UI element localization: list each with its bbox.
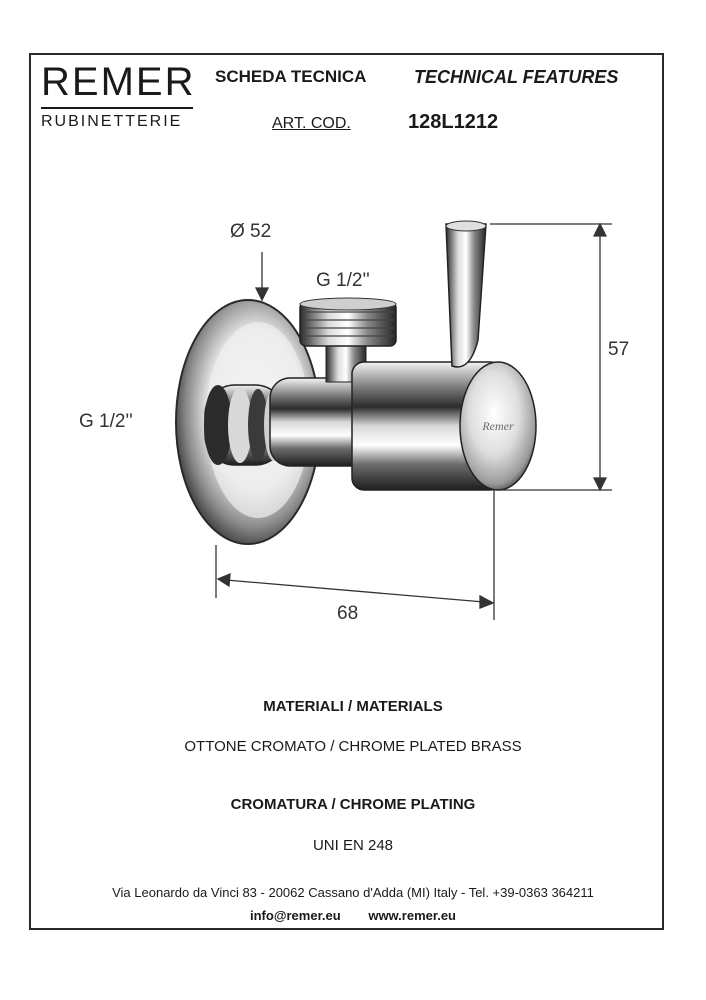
dim-thread-top-label: G 1/2''	[316, 270, 370, 291]
footer-website-link[interactable]: www.remer.eu	[368, 908, 456, 923]
dim-height-label: 57	[608, 339, 630, 360]
footer-email-link[interactable]: info@remer.eu	[250, 908, 341, 923]
dim-width-label: 68	[337, 603, 359, 624]
plating-heading: CROMATURA / CHROME PLATING	[230, 796, 476, 813]
materials-heading: MATERIALI / MATERIALS	[263, 698, 443, 715]
brand-logo: REMER	[41, 60, 196, 104]
plating-value: UNI EN 248	[312, 837, 394, 854]
footer-contacts	[0, 909, 706, 922]
lever-handle	[446, 224, 486, 367]
header-technical-features: TECHNICAL FEATURES	[414, 67, 619, 87]
materials-value: OTTONE CROMATO / CHROME PLATED BRASS	[184, 738, 522, 755]
dim-diameter-label: Ø 52	[230, 221, 272, 242]
article-code-label: ART. COD.	[272, 115, 351, 132]
brand-subtitle: RUBINETTERIE	[41, 113, 183, 130]
dim-thread-side-label: G 1/2''	[79, 411, 133, 432]
header-scheda-tecnica: SCHEDA TECNICA	[215, 67, 367, 86]
footer-address: Via Leonardo da Vinci 83 - 20062 Cassano d'Adda (MI) Italy - Tel. +39-0363 364211	[112, 885, 594, 900]
cap-logo-engraving: Remer	[482, 419, 514, 433]
article-code-value: 128L1212	[408, 111, 499, 133]
dim-diameter-arrow	[256, 252, 268, 300]
